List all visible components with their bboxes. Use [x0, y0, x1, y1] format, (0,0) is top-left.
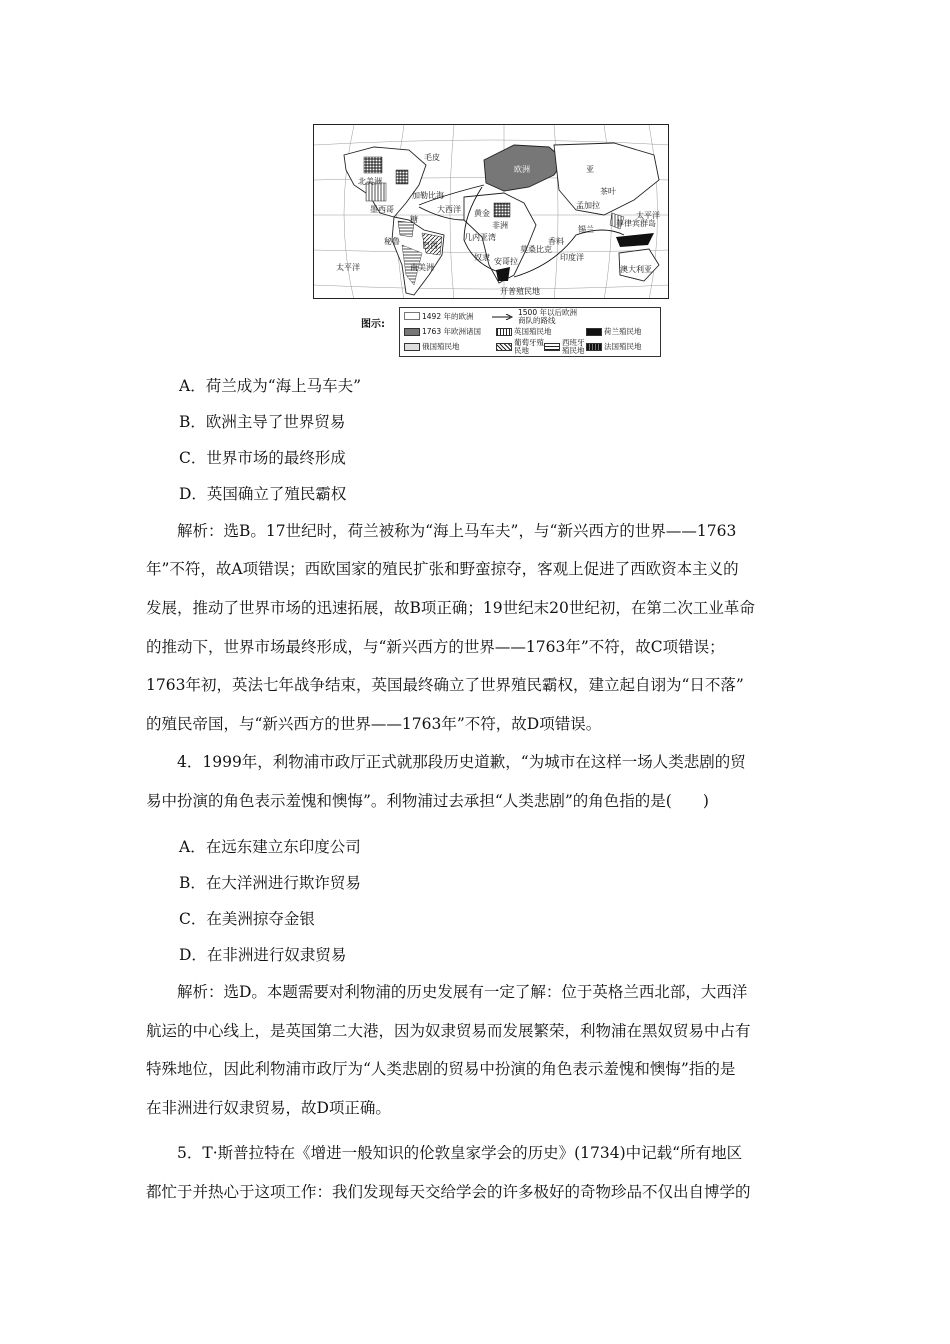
label-angola: 安哥拉: [494, 257, 518, 266]
label-europe: 欧洲: [514, 165, 530, 174]
map-legend: [399, 307, 661, 357]
q3-option-d: D．英国确立了殖民霸权: [179, 485, 347, 503]
swatch-british: [496, 328, 512, 336]
q4-analysis-line-1: 解析：选D。本题需要对利物浦的历史发展有一定了解：位于英格兰西北部，大西洋: [177, 983, 748, 1001]
legend-french: 法国殖民地: [604, 342, 642, 351]
world-map-drawing: [314, 125, 669, 299]
label-gold: 黄金: [474, 209, 490, 218]
label-atlantic: 大西洋: [437, 205, 461, 214]
legend-europe-1492: 1492 年的欧洲: [422, 312, 474, 321]
q3-analysis-line-5: 1763年初，英法七年战争结束，英国最终确立了世界殖民霸权，建立起自诩为“日不落”: [146, 676, 744, 694]
q4-option-d: D．在非洲进行奴隶贸易: [179, 946, 347, 964]
swatch-europe-1492: [404, 312, 420, 320]
legend-british: 英国殖民地: [514, 327, 552, 336]
q4-option-b: B．在大洋洲进行欺诈贸易: [179, 874, 361, 892]
legend-dutch: 荷兰殖民地: [604, 327, 642, 336]
label-cape: 开普殖民地: [500, 287, 540, 296]
label-tea: 茶叶: [600, 187, 616, 196]
q4-analysis-line-3: 特殊地位，因此利物浦市政厅为“人类悲剧的贸易中扮演的角色表示羞愧和懊悔”指的是: [146, 1060, 736, 1078]
swatch-dutch: [586, 328, 602, 336]
label-ceylon: 锡兰: [578, 225, 594, 234]
label-philippines: 菲律宾群岛: [616, 219, 656, 228]
swatch-portuguese: [496, 343, 512, 351]
colonial-map-figure: [313, 124, 669, 364]
q5-stem-line-1: 5．T·斯普拉特在《增进一般知识的伦敦皇家学会的历史》(1734)中记载“所有地区: [177, 1144, 743, 1162]
route-arrow-icon: [492, 314, 514, 320]
label-pacific-east: 太平洋: [636, 211, 660, 220]
q3-option-b: B．欧洲主导了世界贸易: [179, 413, 346, 431]
label-sugar: 糖: [410, 215, 418, 224]
label-spice: 香料: [548, 237, 564, 246]
label-fur: 毛皮: [424, 153, 440, 162]
label-south-america: 南美洲: [410, 263, 434, 272]
label-north-america: 北美洲: [358, 177, 382, 186]
legend-spanish: 西班牙殖民地: [562, 338, 585, 355]
q3-analysis-line-3: 发展，推动了世界市场的迅速拓展，故B项正确；19世纪末20世纪初，在第二次工业革命: [146, 599, 755, 617]
label-africa: 非洲: [492, 221, 508, 230]
label-mozambique: 莫桑比克: [520, 245, 552, 254]
q3-option-a: A．荷兰成为“海上马车夫”: [179, 377, 362, 395]
label-brazil: 巴西: [422, 241, 438, 250]
label-mexico: 墨西哥: [370, 205, 394, 214]
swatch-french: [586, 343, 602, 351]
label-indian-ocean: 印度洋: [560, 253, 584, 262]
swatch-russian: [404, 343, 420, 351]
q4-analysis-line-2: 航运的中心线上，是英国第二大港，因为奴隶贸易而发展繁荣，利物浦在黑奴贸易中占有: [146, 1022, 751, 1040]
q3-analysis-line-2: 年”不符，故A项错误；西欧国家的殖民扩张和野蛮掠夺，客观上促进了西欧资本主义的: [146, 560, 739, 578]
world-map: [313, 124, 669, 299]
legend-portuguese: 葡萄牙殖民地: [514, 338, 544, 355]
q4-analysis-line-4: 在非洲进行奴隶贸易，故D项正确。: [146, 1099, 391, 1117]
q4-option-a: A．在远东建立东印度公司: [179, 838, 361, 856]
q3-analysis-line-6: 的殖民帝国，与“新兴西方的世界——1763年”不符，故D项错误。: [146, 715, 602, 733]
q4-stem-line-1: 4．1999年，利物浦市政厅正式就那段历史道歉，“为城市在这样一场人类悲剧的贸: [177, 753, 746, 771]
label-bengal: 孟加拉: [576, 201, 600, 210]
label-caribbean: 加勒比海: [412, 191, 444, 200]
label-oceania: 澳大利亚: [620, 265, 652, 274]
swatch-spanish: [544, 343, 560, 351]
q4-stem-line-2: 易中扮演的角色表示羞愧和懊悔”。利物浦过去承担“人类悲剧”的角色指的是( ): [146, 792, 709, 810]
label-peru: 秘鲁: [384, 237, 400, 246]
q3-analysis-line-1: 解析：选B。17世纪时，荷兰被称为“海上马车夫”，与“新兴西方的世界——1763: [177, 522, 737, 540]
q4-option-c: C．在美洲掠夺金银: [179, 910, 315, 928]
legend-title: 图示:: [361, 319, 385, 330]
legend-russian: 俄国殖民地: [422, 342, 460, 351]
q3-analysis-line-4: 的推动下，世界市场最终形成，与“新兴西方的世界——1763年”不符，故C项错误；: [146, 638, 725, 656]
legend-route: 1500 年以后欧洲商队的路线: [518, 308, 577, 325]
label-asia: 亚: [586, 165, 594, 174]
label-slaves: 奴隶: [474, 253, 490, 262]
q5-stem-line-2: 都忙于并热心于这项工作：我们发现每天交给学会的许多极好的奇物珍品不仅出自博学的: [146, 1183, 751, 1201]
label-pacific-west: 太平洋: [336, 263, 360, 272]
label-guinea: 几内亚湾: [464, 233, 496, 242]
swatch-europe-1763: [404, 328, 420, 336]
legend-europe-1763: 1763 年欧洲诸国: [422, 327, 481, 336]
q3-option-c: C．世界市场的最终形成: [179, 449, 346, 467]
